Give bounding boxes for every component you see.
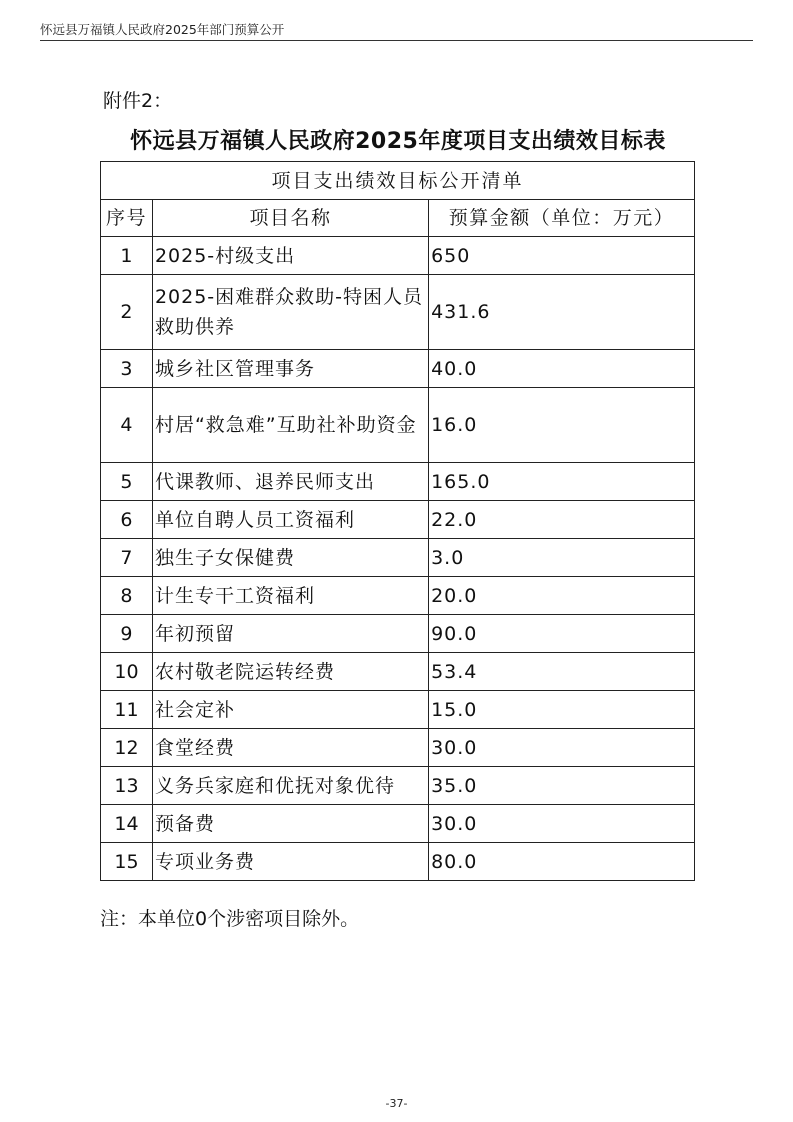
row-number: 14 xyxy=(101,805,153,843)
budget-amount: 3.0 xyxy=(429,539,695,577)
row-number: 11 xyxy=(101,691,153,729)
budget-amount: 15.0 xyxy=(429,691,695,729)
project-name: 代课教师、退养民师支出 xyxy=(152,463,428,501)
row-number: 3 xyxy=(101,350,153,388)
budget-amount: 30.0 xyxy=(429,805,695,843)
table-row xyxy=(101,615,695,653)
budget-amount: 90.0 xyxy=(429,615,695,653)
project-name: 计生专干工资福利 xyxy=(152,577,428,615)
budget-amount: 431.6 xyxy=(429,275,695,350)
budget-amount: 35.0 xyxy=(429,767,695,805)
project-name: 2025-困难群众救助-特困人员救助供养 xyxy=(152,275,428,350)
table-caption-row xyxy=(101,162,695,200)
row-number: 9 xyxy=(101,615,153,653)
table-row xyxy=(101,237,695,275)
budget-amount: 80.0 xyxy=(429,843,695,881)
column-header-amount: 预算金额（单位：万元） xyxy=(429,200,695,237)
budget-amount: 53.4 xyxy=(429,653,695,691)
document-header: 怀远县万福镇人民政府2025年部门预算公开 xyxy=(40,22,285,37)
project-name: 独生子女保健费 xyxy=(152,539,428,577)
table-row xyxy=(101,350,695,388)
row-number: 1 xyxy=(101,237,153,275)
row-number: 10 xyxy=(101,653,153,691)
table-row xyxy=(101,539,695,577)
budget-amount: 20.0 xyxy=(429,577,695,615)
column-header-no: 序号 xyxy=(101,200,153,237)
header-divider xyxy=(40,40,753,41)
table-row xyxy=(101,767,695,805)
attachment-label: 附件2： xyxy=(103,90,173,112)
row-number: 2 xyxy=(101,275,153,350)
budget-amount: 16.0 xyxy=(429,388,695,463)
project-name: 年初预留 xyxy=(152,615,428,653)
project-name: 村居“救急难”互助社补助资金 xyxy=(152,388,428,463)
table-row xyxy=(101,653,695,691)
row-number: 6 xyxy=(101,501,153,539)
budget-amount: 165.0 xyxy=(429,463,695,501)
project-name: 食堂经费 xyxy=(152,729,428,767)
budget-amount: 650 xyxy=(429,237,695,275)
table-row xyxy=(101,501,695,539)
project-name: 2025-村级支出 xyxy=(152,237,428,275)
row-number: 15 xyxy=(101,843,153,881)
footnote: 注：本单位0个涉密项目除外。 xyxy=(100,908,360,930)
project-name: 农村敬老院运转经费 xyxy=(152,653,428,691)
budget-amount: 40.0 xyxy=(429,350,695,388)
table-row xyxy=(101,805,695,843)
row-number: 7 xyxy=(101,539,153,577)
project-name: 义务兵家庭和优抚对象优待 xyxy=(152,767,428,805)
table-header-row xyxy=(101,200,695,237)
table-row xyxy=(101,577,695,615)
table-row xyxy=(101,843,695,881)
table-row xyxy=(101,275,695,350)
table-row xyxy=(101,463,695,501)
row-number: 13 xyxy=(101,767,153,805)
project-name: 城乡社区管理事务 xyxy=(152,350,428,388)
budget-amount: 30.0 xyxy=(429,729,695,767)
row-number: 12 xyxy=(101,729,153,767)
project-name: 专项业务费 xyxy=(152,843,428,881)
project-budget-table xyxy=(100,161,695,881)
row-number: 8 xyxy=(101,577,153,615)
table-row xyxy=(101,691,695,729)
page-number: -37- xyxy=(385,1097,408,1110)
row-number: 5 xyxy=(101,463,153,501)
table-row xyxy=(101,388,695,463)
table-row xyxy=(101,729,695,767)
column-header-name: 项目名称 xyxy=(152,200,428,237)
project-name: 预备费 xyxy=(152,805,428,843)
project-name: 社会定补 xyxy=(152,691,428,729)
table-caption: 项目支出绩效目标公开清单 xyxy=(101,162,695,200)
row-number: 4 xyxy=(101,388,153,463)
project-name: 单位自聘人员工资福利 xyxy=(152,501,428,539)
document-title: 怀远县万福镇人民政府2025年度项目支出绩效目标表 xyxy=(130,129,666,154)
budget-amount: 22.0 xyxy=(429,501,695,539)
